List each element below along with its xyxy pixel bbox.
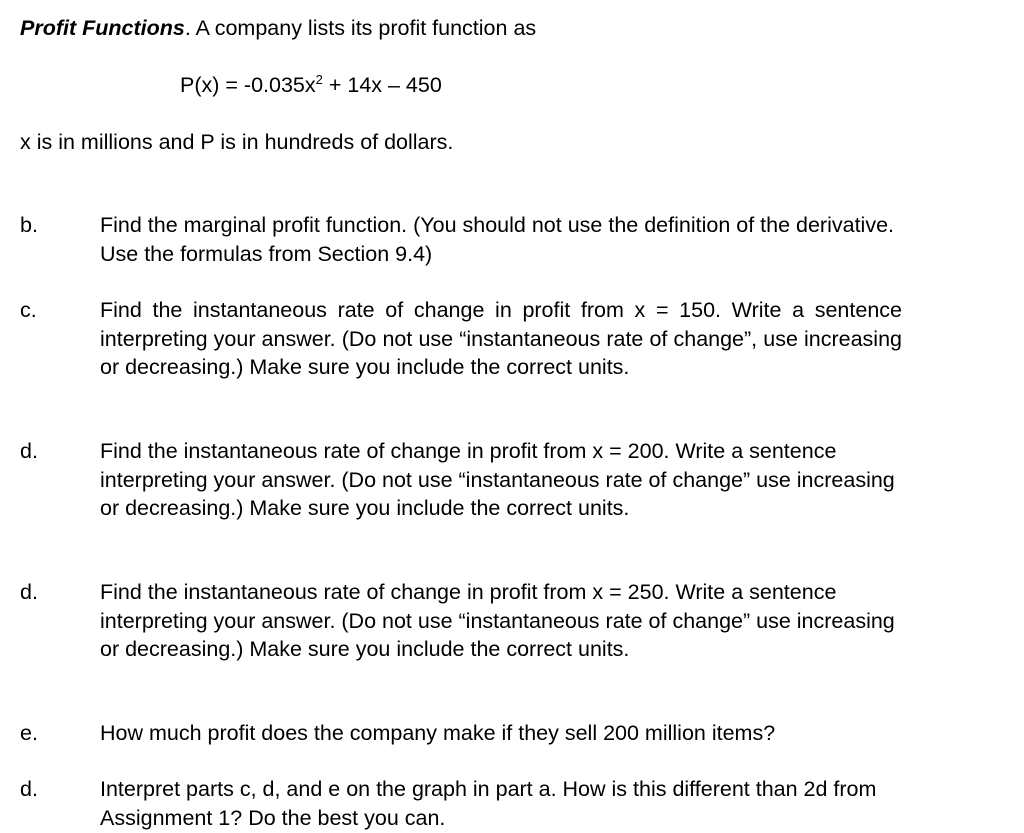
question-text: How much profit does the company make if they sell 200 million items?: [100, 721, 776, 745]
formula-exponent: 2: [315, 72, 323, 87]
profit-formula: [180, 71, 442, 100]
question-label: d.: [20, 439, 38, 463]
intro-title: Profit Functions: [20, 16, 185, 40]
question-label: c.: [20, 298, 37, 322]
question-label: e.: [20, 721, 38, 745]
question-text: Find the instantaneous rate of change in profit from x = 150. Write a sentence interpreting your answer. (Do not use “instantaneous rate of change”, use increasing or decreasing.) Make sure you include the correct units.: [100, 298, 902, 379]
units-note: x is in millions and P is in hundreds of dollars.: [20, 130, 454, 154]
intro-line: [20, 14, 536, 43]
question-text: Find the instantaneous rate of change in profit from x = 200. Write a sentence interpreting your answer. (Do not use “instantaneous rate of change” use increasing or decreasing.) Make sure you include the correct units.: [100, 439, 895, 520]
intro-text: . A company lists its profit function as: [184, 16, 537, 40]
question-text: Interpret parts c, d, and e on the graph in part a. How is this different than 2d from Assignment 1? Do the best you can.: [100, 777, 877, 830]
question-label: d.: [20, 777, 38, 801]
question-label: d.: [20, 580, 38, 604]
question-text: Find the marginal profit function. (You should not use the definition of the derivative. Use the formulas from Section 9.4): [100, 213, 894, 266]
formula-rhs: + 14x – 450: [322, 73, 442, 97]
question-text: Find the instantaneous rate of change in profit from x = 250. Write a sentence interpreting your answer. (Do not use “instantaneous rate of change” use increasing or decreasing.) Make sure you include the correct units.: [100, 580, 895, 661]
formula-lhs: P(x) = -0.035x: [180, 73, 316, 97]
question-label: b.: [20, 213, 38, 237]
